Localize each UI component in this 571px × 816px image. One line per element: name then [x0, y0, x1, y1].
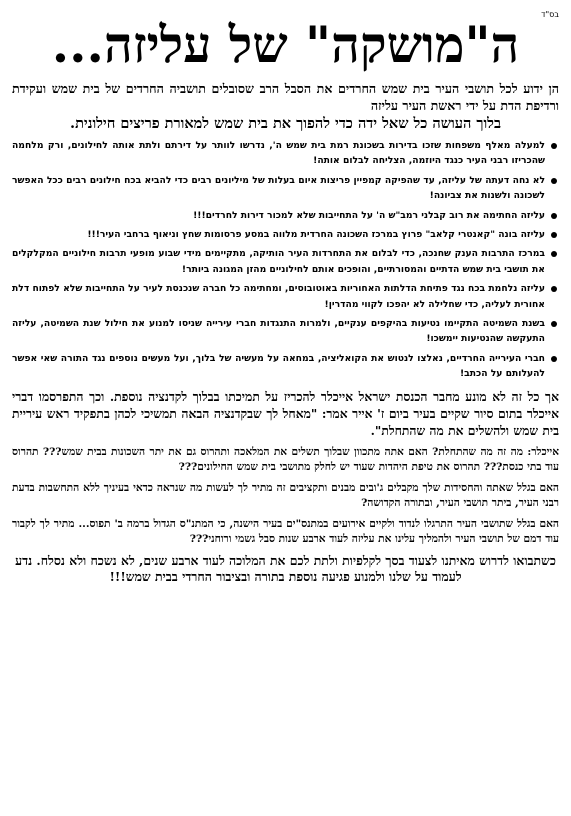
bullet-item [12, 173, 559, 204]
bullet-item [12, 208, 559, 223]
question-paragraph-3: האם בגלל שתושבי העיר התרגלו לנדוד ולקיים אירועים במתנס"ים בעיר הישנה, כי המתנ"ס הגדול ברמה ב' תפוס... מתיר לך לקבור עוד דמם של תושבי העיר ולהמליך עלינו את עליזה לעוד ארבע שנות סבל גשמי ורוחני??? [12, 517, 559, 545]
bullet-icon [551, 286, 557, 292]
bullet-icon [551, 143, 557, 149]
intro-headline: בלוך העושה כל שאל ידה כדי להפוך את בית שמש למאורת פריצים חילונית. [70, 115, 501, 132]
intro-paragraph: הן ידוע לכל תושבי העיר בית שמש החרדים את הסבל הרב שסובלים תושביה החרדים של בית שמש ועקידת ורדיפת הדת על ידי ראשת העיר עליזה [12, 81, 559, 113]
bullet-text: עליזה בונה "קאנטרי קלאב" פרוץ במרכז השכונה החרדית מלווה במסע פרסומות שחץ וניאוף ברחבי העיר!!! [87, 229, 545, 241]
bsd-mark: בס"ד [541, 10, 559, 19]
bullet-text: עליזה נלחמת בכח נגד פתיחת הדלתות האחוריות באוטובוסים, ומחתימה כל חברה שנכנסת לעיר על התחייבות שלא לפתוח דלת אחורית לעליה, כדי שחלילה לא יהפכו לקווי מהדרין! [12, 283, 545, 310]
eichler-paragraph: אך כל זה לא מונע מחבר הכנסת ישראל אייכלר להכריז על תמיכתו בבלוך לקדנציה נוספת. וכך התפרסמו דברי אייכלר בתום סיור שקיים בעיר ביום ז' אייר אמר: "מאחל לך שבקדנציה הבאה תמשיכי לכהן בתפקיד ראש עיריית בית שמש ולהשלים את מה שהתחלת". [12, 388, 559, 438]
bullet-text: למעלה מאלף משפחות שזכו בדירות בשכונת רמת בית שמש ה', נדרשו לוותר על דירתם ולתת אותה לחילונים, ורק מלחמה שהכריזו רבני העיר כנגד היוזמה, הצליחה לבלום אותה! [12, 140, 545, 167]
bullet-icon [551, 356, 557, 362]
bullet-item [12, 316, 559, 347]
bullet-icon [551, 251, 557, 257]
question-paragraph-2: האם בגלל שאתה והחסידות שלך מקבלים ג'ובים מבנים ותקציבים זה מתיר לך לעשות מה שנראה כדאי בעיניך ללא התחשבות בדעת רבני העיר, ביתר תושבי העיר, ובתורה הקדושה? [12, 481, 559, 509]
bullet-icon [551, 213, 557, 219]
bullet-item [12, 281, 559, 312]
bullet-item [12, 351, 559, 382]
bullet-icon [551, 321, 557, 327]
bullet-text: בשנת השמיטה התקיימו נטיעות בהיקפים ענקיים, ולמרות התנגדות חברי עירייה שניסו למנוע את חילול שנת השמיטה, עליזה התעקשה שהנטיעות יימשכו! [12, 318, 545, 345]
closing-paragraph: כשתבואו לדרוש מאיתנו לצעוד בסך לקלפיות ולתת לכם את המלוכה לעוד ארבע שנים, לא נשכח ולא נסלח. נדע לעמוד על שלנו ולמנוע פגיעה נוספת בתורה ובציבור החרדי בבית שמש!!! [15, 552, 556, 585]
bullet-text: חברי העירייה החרדיים, נאלצו לנטוש את הקואליציה, במחאה על מעשיה של בלוך, ועל מעשים נוספים נגד התורה שאי אפשר להעלותם על הכתב! [12, 352, 545, 380]
bullet-text: לא נחה דעתה של עליזה, עד שהפיקה קמפיין פריצות איום בעלות של מיליונים רבים כדי להביא בכח חילונים רבים ככל האפשר לשכונה ולשנות את צביונה! [12, 174, 545, 202]
question-paragraph-1: אייכלר: מה זה מה שהתחלת? האם אתה מתכוון שבלוך תשלים את המלאכה ותהרוס גם את יתר השכונות בבית שמש??? תהרוס עוד בתי כנסת??? תהרוס את טיפת היהדות שעוד יש לחלק מתושבי בית שמש החילונים??? [12, 445, 559, 473]
bullet-item [12, 138, 559, 169]
flyer-title: ה"מושקה" של עליזה... [51, 15, 520, 74]
bullet-item [12, 227, 559, 242]
bullet-icon [551, 232, 557, 238]
bullet-text: עליזה החתימה את רוב קבלני רמב"ש ה' על התחייבות שלא למכור דירות לחרדים!!! [193, 209, 545, 221]
bullet-text: במרכז התרבות הענק שחנכה, כדי לבלום את התחרדות העיר הותיקה, מתקיימים מידי שבוע מופעי תרבות חילוניים המקלקלים את תושבי בית שמש הדתיים והמסורתיים, והופכים אותם לחילוניים מהזן המגונה ביותר! [12, 248, 545, 275]
bullet-list [12, 138, 559, 382]
bullet-item [12, 246, 559, 277]
bullet-icon [551, 178, 557, 184]
